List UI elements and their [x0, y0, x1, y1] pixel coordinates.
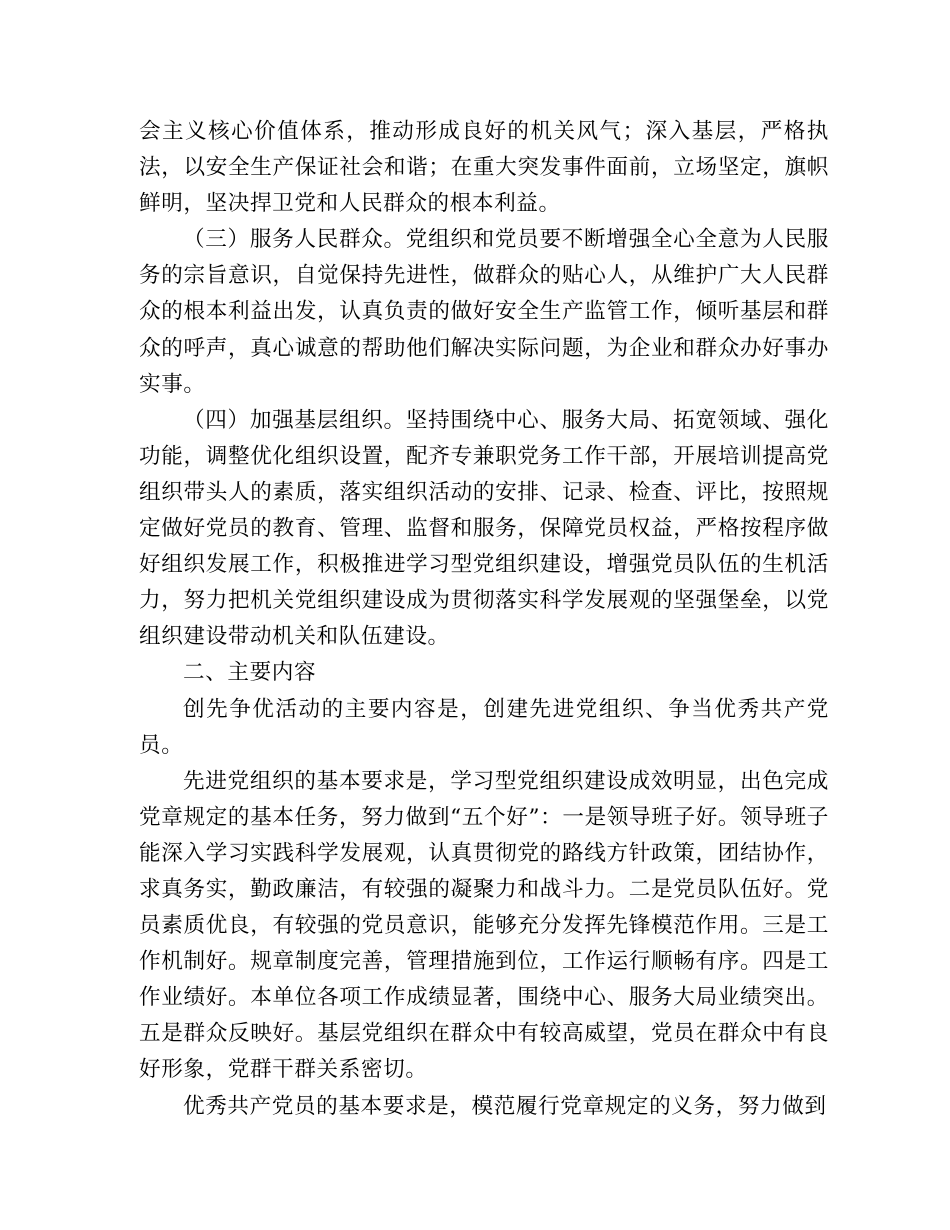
paragraph-advanced-organization: 先进党组织的基本要求是，学习型党组织建设成效明显，出色完成党章规定的基本任务，努力做到“五个好”：一是领导班子好。领导班子能深入学习实践科学发展观，认真贯彻党的路线方针政策，团结协作，求真务实，勤政廉洁，有较强的凝聚力和战斗力。二是党员队伍好。党员素质优良，有较强的党员意识，能够充分发挥先锋模范作用。三是工作机制好。规章制度完善，管理措施到位，工作运行顺畅有序。四是工作业绩好。本单位各项工作成绩显著，围绕中心、服务大局业绩突出。五是群众反映好。基层党组织在群众中有较高威望，党员在群众中有良好形象，党群干群关系密切。 — [139, 768, 829, 1083]
section-heading-main-content: 二、主要内容 — [183, 660, 317, 686]
paragraph-grassroots-organization: （四）加强基层组织。坚持围绕中心、服务大局、拓宽领域、强化功能，调整优化组织设置，配齐专兼职党务工作干部，开展培训提高党组织带头人的素质，落实组织活动的安排、记录、检查、评比，按照规定做好党员的教育、管理、监督和服务，保障党员权益，严格按程序做好组织发展工作，积极推进学习型党组织建设，增强党员队伍的生机活力，努力把机关党组织建设成为贯彻落实科学发展观的坚强堡垒，以党组织建设带动机关和队伍建设。 — [139, 407, 829, 650]
paragraph-activity-content: 创先争优活动的主要内容是，创建先进党组织、争当优秀共产党员。 — [139, 696, 829, 758]
document-page — [139, 114, 829, 1125]
paragraph-values-system: 会主义核心价值体系，推动形成良好的机关风气；深入基层，严格执法，以安全生产保证社会和谐；在重大突发事件面前，立场坚定，旗帜鲜明，坚决捍卫党和人民群众的根本利益。 — [139, 119, 829, 217]
paragraph-excellent-member: 优秀共产党员的基本要求是，模范履行党章规定的义务，努力做到 — [183, 1093, 827, 1119]
paragraph-serve-people: （三）服务人民群众。党组织和党员要不断增强全心全意为人民服务的宗旨意识，自觉保持先进性，做群众的贴心人，从维护广大人民群众的根本利益出发，认真负责的做好安全生产监管工作，倾听基层和群众的呼声，真心诚意的帮助他们解决实际问题，为企业和群众办好事办实事。 — [139, 227, 829, 397]
